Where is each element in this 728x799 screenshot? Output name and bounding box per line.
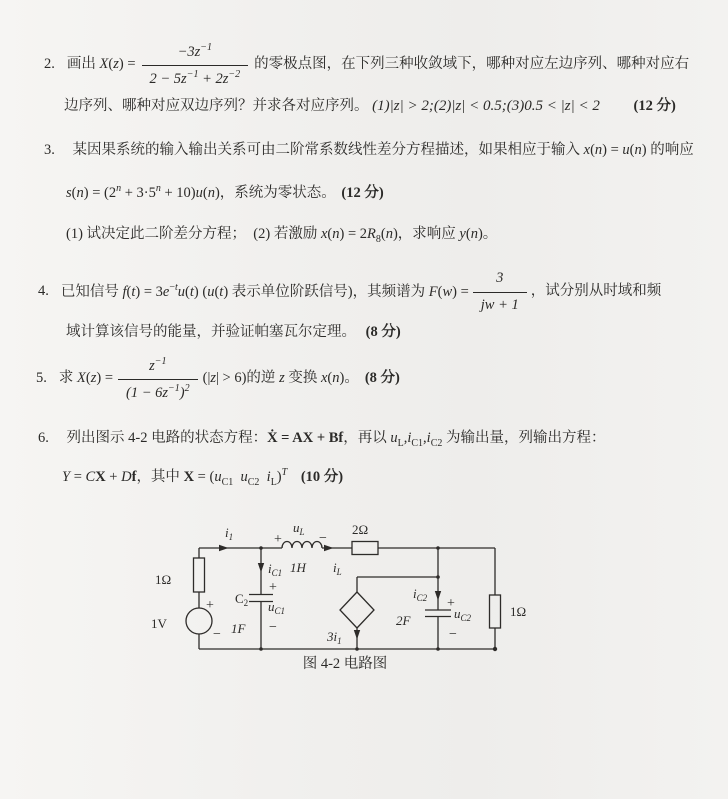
fraction-denominator: jw + 1	[480, 296, 519, 313]
question-6-number: 6.	[38, 430, 49, 446]
label-source-plus: +	[206, 598, 214, 613]
fraction-denominator: $(1 - 6z^{-1})^2$	[126, 382, 190, 401]
question-2-text-c: 边序列、哪种对应双边序列？并求各对应序列。	[64, 98, 369, 114]
junction-dot	[436, 546, 440, 550]
label-resistor-left: 1Ω	[155, 572, 172, 587]
label-uc2: $u_{C2}$	[454, 606, 472, 623]
question-2-text-b: 的零极点图，在下列三种收敛域下，哪种对应左边序列、哪种对应右	[254, 56, 690, 73]
label-capacitor-c2: $C_2$	[235, 591, 249, 608]
question-4-number: 4.	[38, 283, 49, 300]
question-3-line-2	[66, 182, 384, 204]
junction-dot	[259, 647, 263, 651]
label-resistor-top: 2Ω	[352, 522, 369, 537]
question-5-line-1	[36, 348, 400, 410]
junction-dot	[493, 647, 497, 651]
question-3-text-a: 某因果系统的输入输出关系可由二阶常系数线性差分方程描述，如果相应于输入 x(n) = u(n) 的响应	[72, 142, 694, 158]
figure-caption: 图 4-2 电路图	[302, 656, 388, 672]
question-4-score: (8 分)	[365, 324, 401, 340]
question-2-fraction	[142, 41, 249, 90]
label-i1: $i_1$	[225, 525, 234, 542]
question-6-equation: Y = CX + Df，其中 $X = (u_{C1}$ $u_{C2}$ $i_L)^T$	[62, 467, 288, 488]
inductor	[282, 542, 322, 549]
question-4-line-1	[38, 262, 661, 322]
question-6-line-2	[62, 466, 343, 490]
current-arrow-ic1	[258, 563, 264, 573]
label-ul-minus: −	[319, 531, 327, 546]
question-4-text-b: ，试分别从时域和频	[530, 283, 662, 300]
question-2-score: (12 分)	[633, 98, 676, 114]
current-arrow-dep	[354, 630, 360, 640]
question-4-text-a: 已知信号 $f(t) = 3e^{-t}u(t)$ (u(t) 表示单位阶跃信号)，其频谱为 F(w) =	[60, 282, 469, 300]
label-inductance-value: 1H	[290, 560, 306, 575]
label-ul: $u_L$	[293, 520, 305, 537]
question-5-number: 5.	[36, 370, 47, 387]
label-dependent-source: $3i_1$	[327, 629, 342, 646]
label-uc2-minus: −	[449, 627, 457, 642]
current-arrow-i1	[219, 545, 229, 551]
label-source-voltage: 1V	[151, 616, 167, 631]
question-6-score: (10 分)	[300, 468, 344, 485]
resistor-top	[352, 542, 378, 555]
current-arrow-ic2	[435, 591, 441, 601]
label-ul-plus: +	[274, 532, 282, 547]
label-2f-value: 2F	[396, 613, 411, 628]
question-2-line-2	[64, 96, 676, 118]
question-2-conditions: (1)|z| > 2;(2)|z| < 0.5;(3)0.5 < |z| < 2	[372, 98, 600, 114]
question-5-text-b: (|z| > 6)的逆 z 变换 x(n)。	[202, 370, 359, 387]
question-3-subparts: (1) 试决定此二阶差分方程； (2) 若激励 $x(n) = 2R_8(n)$，求响应 y(n)。	[66, 226, 498, 245]
resistor-left	[194, 558, 205, 592]
fraction-numerator: $-3z^{-1}$	[142, 41, 249, 66]
question-3-equation: $s(n) = (2^n + 3\cdot 5^n + 10)u(n)$，系统为零状态。	[66, 183, 336, 201]
question-2-number: 2.	[44, 56, 55, 73]
question-5-text-a: 求 X(z) =	[58, 370, 113, 387]
question-3-number: 3.	[44, 142, 55, 158]
junction-dot	[436, 575, 440, 579]
question-4-line-2	[66, 322, 401, 343]
label-uc1-minus: −	[269, 620, 277, 635]
fraction-denominator: $2 - 5z^{-1} + 2z^{-2}$	[149, 68, 241, 87]
question-4-fraction	[473, 268, 527, 315]
junction-dot	[259, 546, 263, 550]
label-source-minus: −	[213, 627, 221, 642]
label-uc1: $u_{C1}$	[268, 599, 286, 616]
circuit-figure	[145, 505, 545, 655]
question-2-line-1	[44, 30, 689, 100]
question-3-line-3	[66, 224, 497, 247]
question-6-line-1	[38, 428, 605, 451]
label-c2-value: 1F	[231, 621, 246, 636]
question-3-score: (12 分)	[341, 184, 384, 201]
question-5-score: (8 分)	[364, 370, 400, 387]
label-il: $i_L$	[333, 560, 342, 577]
junction-dot	[355, 647, 359, 651]
fraction-numerator: 3	[473, 268, 527, 292]
label-ic1: $i_{C1}$	[268, 561, 283, 578]
question-3-line-1	[44, 140, 694, 161]
question-2-text-a: 画出 X(z) =	[66, 56, 136, 73]
resistor-right	[490, 595, 501, 628]
question-6-text-a: 列出图示 4-2 电路的状态方程：Ẋ = AX + Bf，再以 $u_L,i_{C1},i_{C2}$ 为输出量，列输出方程：	[66, 430, 606, 449]
label-uc2-plus: +	[447, 596, 455, 611]
label-resistor-right: 1Ω	[510, 604, 527, 619]
question-5-fraction	[118, 355, 198, 404]
label-uc1-plus: +	[269, 580, 277, 595]
dependent-current-source	[340, 592, 374, 628]
fraction-numerator: $z^{-1}$	[118, 355, 198, 380]
junction-dot	[436, 647, 440, 651]
question-4-text-c: 域计算该信号的能量，并验证帕塞瓦尔定理。	[66, 324, 356, 340]
label-ic2: $i_{C2}$	[413, 586, 428, 603]
